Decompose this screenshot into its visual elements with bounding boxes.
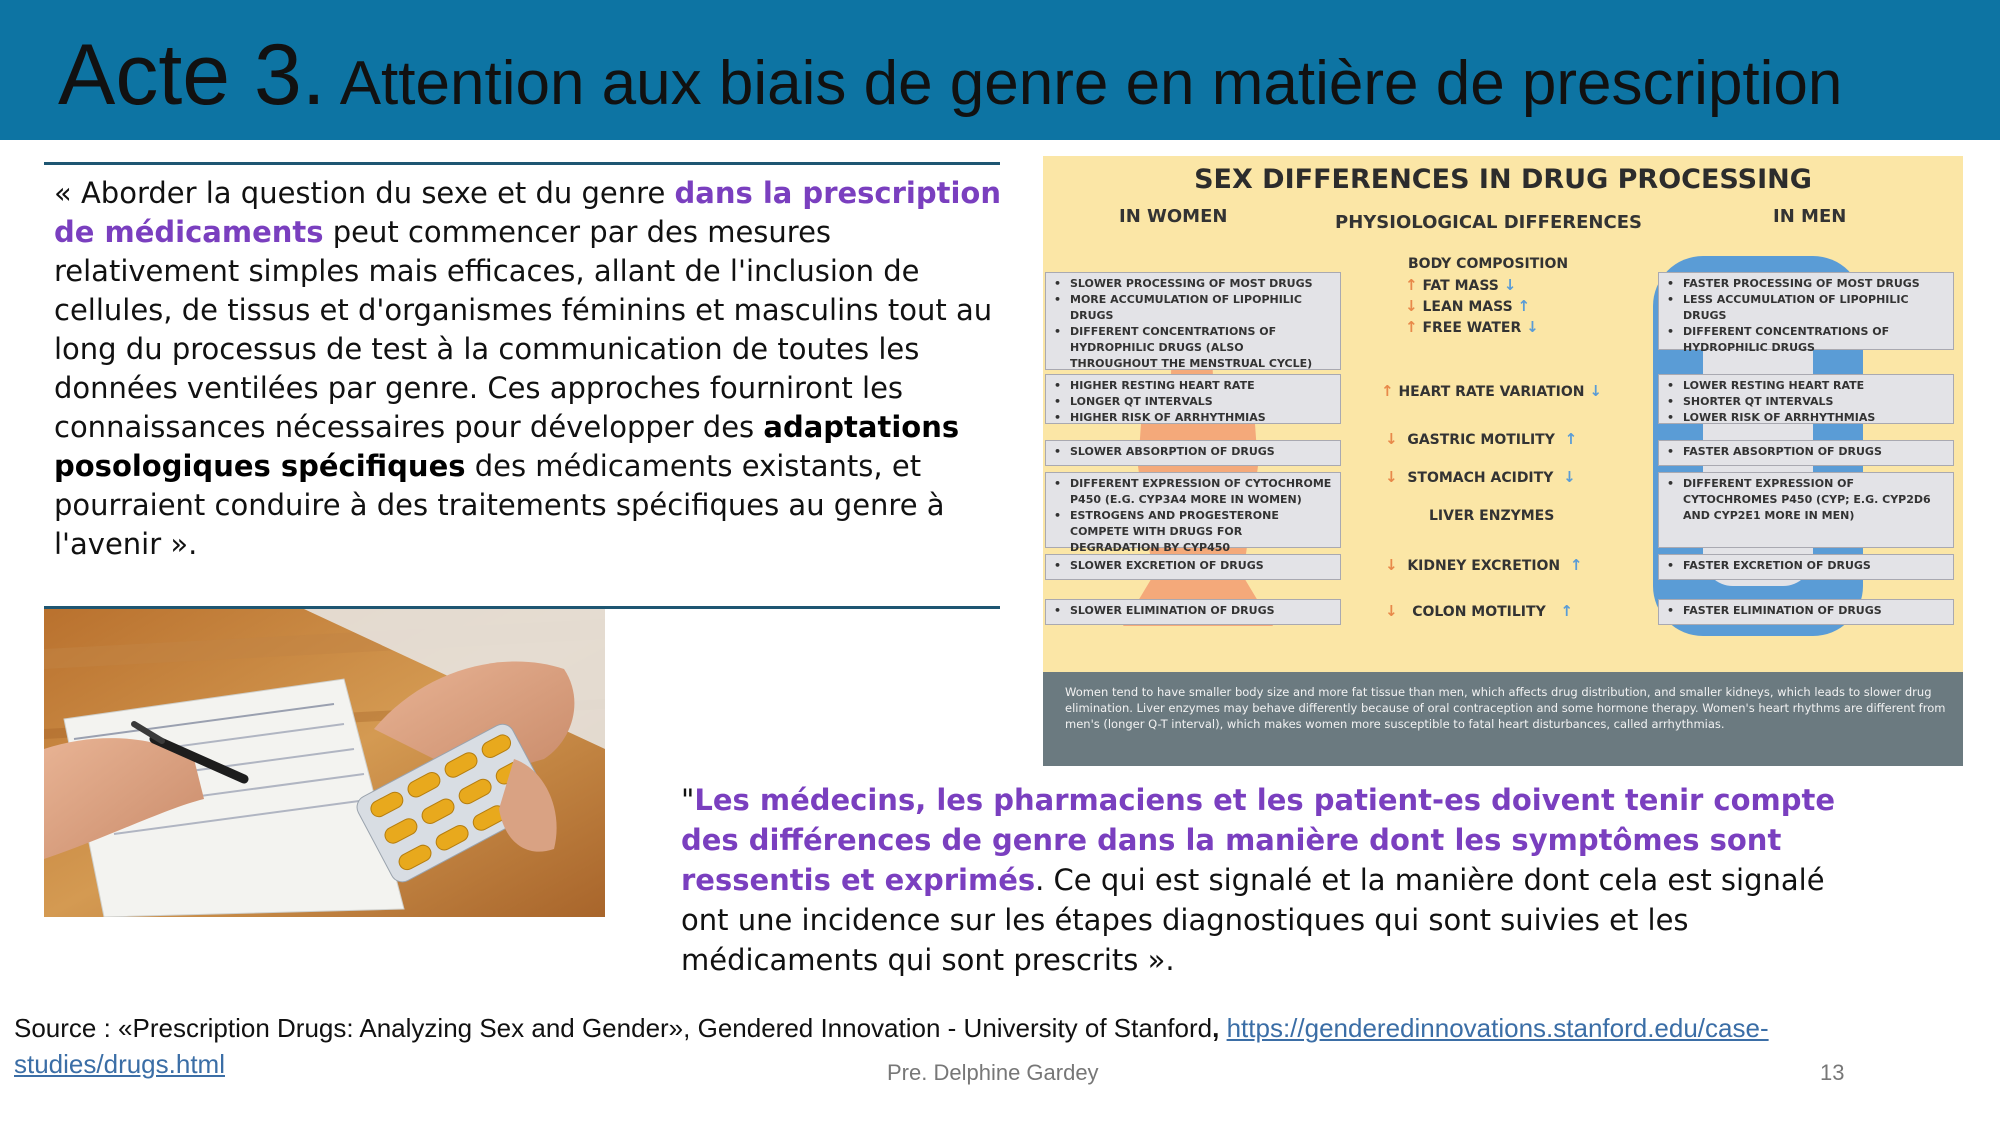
list-item: • DIFFERENT EXPRESSION OF CYTOCHROMES P450 (CYP; E.G. CYP2D6 AND CYP2E1 MORE IN MEN): [1667, 476, 1947, 524]
heart-rate-label: HEART RATE VARIATION: [1398, 384, 1585, 400]
arrow-down-icon: ↓: [1385, 468, 1398, 486]
men-box-elimination: [1658, 599, 1954, 625]
arrow-down-icon: ↓: [1503, 276, 1517, 294]
kidney-row: [1385, 556, 1582, 574]
men-box-heart: [1658, 374, 1954, 424]
list-item: • DIFFERENT EXPRESSION OF CYTOCHROME P450 (E.G. CYP3A4 MORE IN WOMEN): [1054, 476, 1334, 508]
source-link[interactable]: https://genderedinnovations.stanford.edu/case-studies/drugs.html: [14, 1013, 1769, 1079]
heart-rate-row: [1381, 382, 1602, 400]
slide-title: [58, 26, 1842, 125]
drug-processing-infographic: [1043, 156, 1963, 766]
women-box-heart: [1045, 374, 1341, 424]
source-comma: ,: [1212, 1013, 1220, 1043]
list-item: • MORE ACCUMULATION OF LIPOPHILIC DRUGS: [1054, 292, 1334, 324]
in-women-heading: IN WOMEN: [1119, 206, 1228, 227]
list-item: • LESS ACCUMULATION OF LIPOPHILIC DRUGS: [1667, 292, 1947, 324]
title-act: Acte 3.: [58, 27, 326, 123]
quote2-open: ": [681, 783, 695, 817]
stomach-row: [1385, 468, 1576, 486]
prescription-photo-image: [44, 609, 605, 917]
arrow-up-icon: ↑: [1564, 430, 1578, 448]
free-water-label: FREE WATER: [1422, 320, 1522, 336]
quote-text-1: « Aborder la question du sexe et du genre: [54, 176, 675, 210]
page-number: 13: [1820, 1060, 1845, 1085]
list-item: • LOWER RESTING HEART RATE: [1667, 378, 1947, 394]
in-men-heading: IN MEN: [1773, 206, 1847, 227]
arrow-up-icon: ↑: [1405, 276, 1418, 294]
men-box-cytochrome: [1658, 472, 1954, 548]
arrow-down-icon: ↓: [1385, 430, 1398, 448]
title-text: Attention aux biais de genre en matière de prescription: [339, 49, 1843, 118]
list-item: • LONGER QT INTERVALS: [1054, 394, 1334, 410]
quote-text-3: des médicaments existants, et pourraient conduire à des traitements spécifiques au genre à l'avenir ».: [54, 449, 945, 561]
women-box-cytochrome: [1045, 472, 1341, 554]
men-box-excretion: [1658, 554, 1954, 580]
quote2-text: . Ce qui est signalé et la manière dont cela est signalé ont une incidence sur les étapes diagnostiques qui sont suivies et les médicaments qui sont prescrits ».: [681, 863, 1825, 977]
footer-author: Pre. Delphine Gardey: [887, 1060, 1099, 1085]
women-box-excretion: [1045, 554, 1341, 580]
list-item: • SLOWER ELIMINATION OF DRUGS: [1054, 603, 1334, 619]
list-item: • SLOWER PROCESSING OF MOST DRUGS: [1054, 276, 1334, 292]
top-rule: [44, 162, 1000, 165]
body-composition-label: BODY COMPOSITION: [1408, 256, 1569, 272]
arrow-down-icon: ↓: [1526, 318, 1539, 336]
quote-bold: adaptations posologiques spécifiques: [54, 410, 960, 483]
arrow-up-icon: ↑: [1381, 382, 1394, 400]
colon-label: COLON MOTILITY: [1412, 604, 1546, 620]
quote-block: [54, 174, 1014, 564]
arrow-down-icon: ↓: [1385, 602, 1398, 620]
stomach-label: STOMACH ACIDITY: [1407, 470, 1554, 486]
list-item: • SLOWER ABSORPTION OF DRUGS: [1054, 444, 1334, 460]
lean-mass-label: LEAN MASS: [1422, 299, 1513, 315]
gastric-label: GASTRIC MOTILITY: [1407, 432, 1555, 448]
liver-label: LIVER ENZYMES: [1429, 508, 1555, 524]
arrow-up-icon: ↑: [1405, 318, 1418, 336]
quote2-highlight: Les médecins, les pharmaciens et les patient-es doivent tenir compte des différences de genre dans la manière dont les symptômes sont ressentis et exprimés: [681, 783, 1836, 897]
fat-mass-label: FAT MASS: [1422, 278, 1499, 294]
second-quote: [681, 780, 1841, 980]
fat-mass-row: [1405, 276, 1516, 294]
arrow-down-icon: ↓: [1405, 297, 1418, 315]
physiological-heading: PHYSIOLOGICAL DIFFERENCES: [1335, 212, 1642, 233]
women-box-absorption: [1045, 440, 1341, 466]
list-item: • FASTER EXCRETION OF DRUGS: [1667, 558, 1947, 574]
list-item: • FASTER ABSORPTION OF DRUGS: [1667, 444, 1947, 460]
men-box-processing: [1658, 272, 1954, 354]
gastric-row: [1385, 430, 1577, 448]
arrow-down-icon: ↓: [1563, 468, 1576, 486]
arrow-down-icon: ↓: [1589, 382, 1602, 400]
list-item: • FASTER ELIMINATION OF DRUGS: [1667, 603, 1947, 619]
list-item: • SHORTER QT INTERVALS: [1667, 394, 1947, 410]
list-item: • FASTER PROCESSING OF MOST DRUGS: [1667, 276, 1947, 292]
arrow-up-icon: ↑: [1569, 556, 1583, 574]
quote-highlight: dans la prescription de médicaments: [54, 176, 1001, 249]
list-item: • LOWER RISK OF ARRHYTHMIAS: [1667, 410, 1947, 426]
source-text: Source : «Prescription Drugs: Analyzing Sex and Gender», Gendered Innovation - University of Stanford: [14, 1013, 1213, 1043]
prescription-photo: [44, 609, 605, 917]
infographic-title: SEX DIFFERENCES IN DRUG PROCESSING: [1194, 164, 1812, 195]
list-item: • DIFFERENT CONCENTRATIONS OF HYDROPHILIC DRUGS: [1667, 324, 1947, 356]
list-item: • HIGHER RESTING HEART RATE: [1054, 378, 1334, 394]
list-item: • ESTROGENS AND PROGESTERONE COMPETE WITH DRUGS FOR DEGRADATION BY CYP450: [1054, 508, 1334, 556]
list-item: • HIGHER RISK OF ARRHYTHMIAS: [1054, 410, 1334, 426]
women-box-processing: [1045, 272, 1341, 370]
lean-mass-row: [1405, 297, 1530, 315]
colon-row: [1385, 602, 1573, 620]
free-water-row: [1405, 318, 1539, 336]
list-item: • SLOWER EXCRETION OF DRUGS: [1054, 558, 1334, 574]
arrow-down-icon: ↓: [1385, 556, 1398, 574]
men-box-absorption: [1658, 440, 1954, 466]
kidney-label: KIDNEY EXCRETION: [1407, 558, 1561, 574]
arrow-up-icon: ↑: [1517, 297, 1531, 315]
infographic-note: Women tend to have smaller body size and more fat tissue than men, which affects drug distribution, and smaller kidneys, which leads to slower drug elimination. Liver enzymes may behave differently because of oral contraception and some hormone therapy. Women's heart rhythms are different from men's (longer Q-T interval), which makes women more susceptible to fatal heart disturbances, called arrhythmias.: [1043, 672, 1963, 766]
women-box-elimination: [1045, 599, 1341, 625]
list-item: • DIFFERENT CONCENTRATIONS OF HYDROPHILIC DRUGS (ALSO THROUGHOUT THE MENSTRUAL CYCLE): [1054, 324, 1334, 372]
arrow-up-icon: ↑: [1560, 602, 1573, 620]
quote-text-2: peut commencer par des mesures relativement simples mais efficaces, allant de l'inclusion de cellules, de tissus et d'organismes féminins et masculins tout au long du processus de test à la communication de toutes les données ventilées par genre. Ces approches fourniront les connaissances nécessaires pour développer des: [54, 215, 993, 444]
